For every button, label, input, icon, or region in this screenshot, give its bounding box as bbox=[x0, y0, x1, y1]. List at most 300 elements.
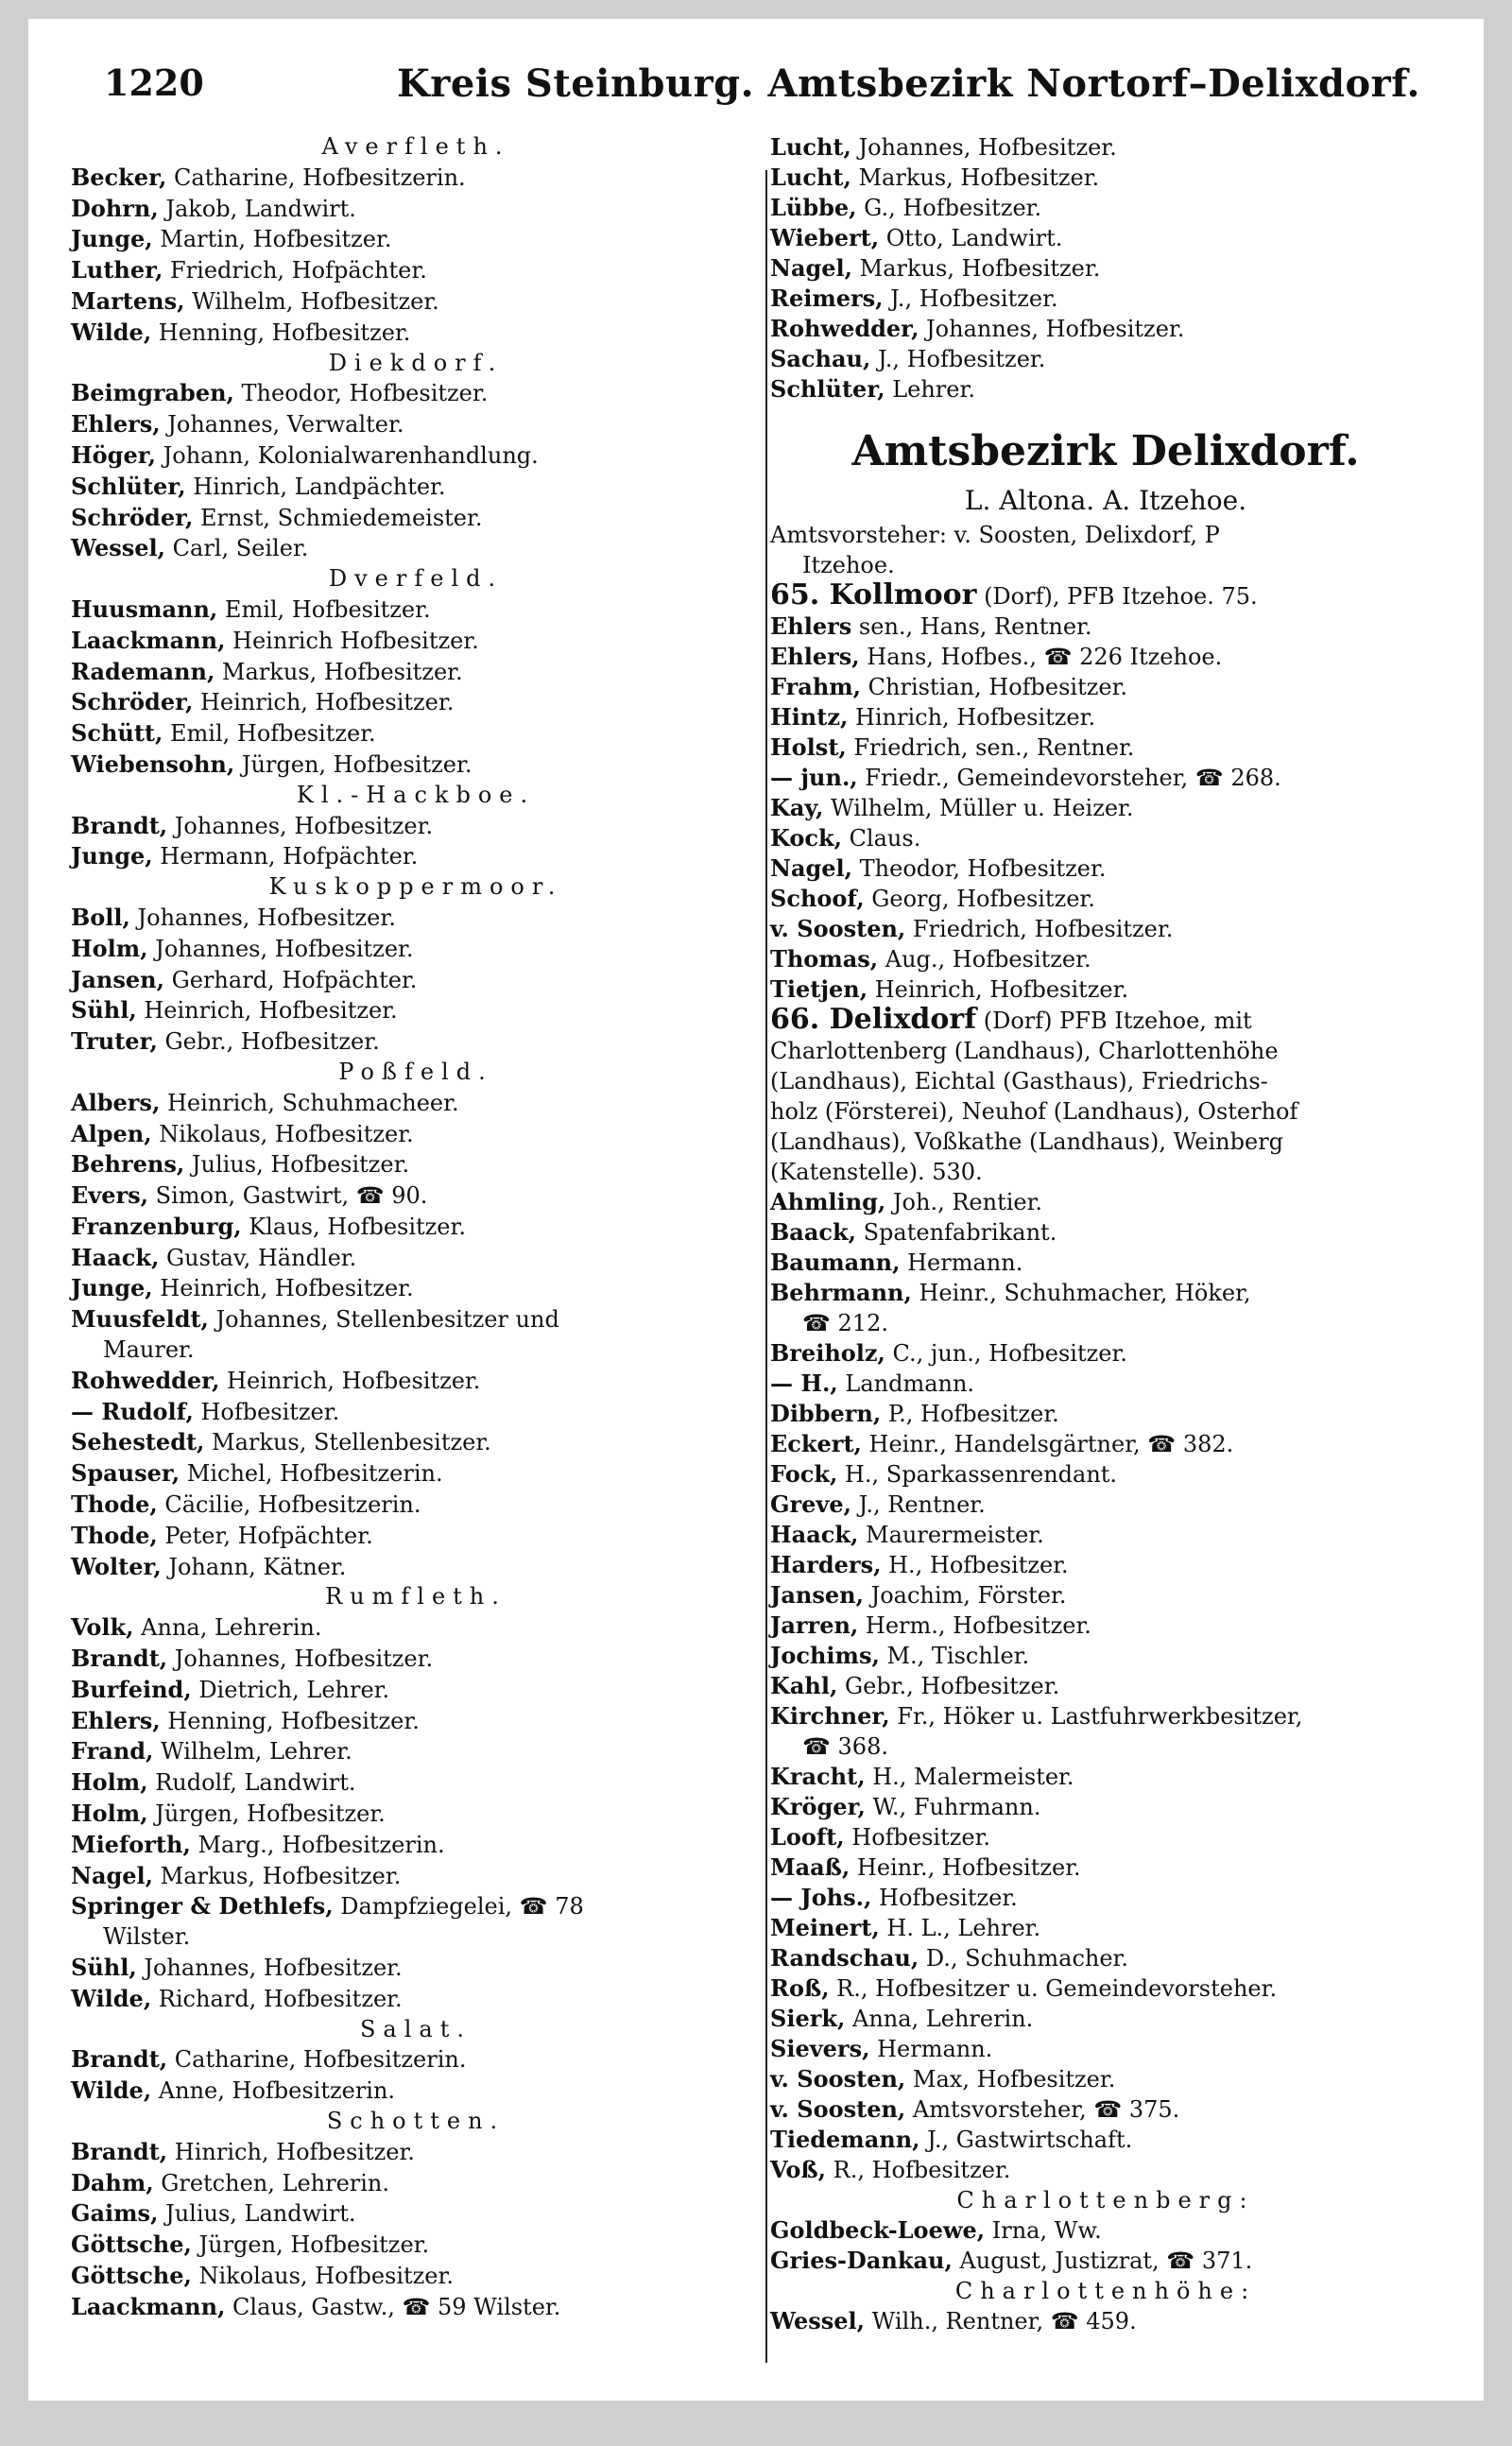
entry-name: v. Soosten, bbox=[770, 2065, 906, 2093]
place-heading: Dverfeld. bbox=[328, 565, 504, 593]
directory-entry bbox=[71, 1490, 761, 1521]
entry-name: — H., bbox=[770, 1369, 838, 1397]
directory-entry bbox=[770, 1369, 1441, 1399]
entry-name: Kay, bbox=[770, 794, 824, 821]
directory-entry bbox=[770, 2125, 1441, 2155]
entry-details: Heinrich, Hofbesitzer. bbox=[136, 997, 398, 1025]
entry-name: Boll, bbox=[71, 903, 130, 931]
entry-details: W., Fuhrmann. bbox=[865, 1794, 1041, 1820]
entry-name: Göttsche, bbox=[71, 2261, 192, 2289]
directory-entry bbox=[71, 1675, 761, 1706]
entry-name: Dibbern, bbox=[770, 1400, 882, 1427]
directory-entry bbox=[770, 1520, 1441, 1550]
directory-entry bbox=[71, 163, 761, 194]
entry-name: Göttsche, bbox=[71, 2231, 192, 2259]
entry-details: Markus, Hofbesitzer. bbox=[850, 164, 1100, 191]
directory-entry bbox=[770, 1852, 1441, 1883]
entry-details: Herm., Hofbesitzer. bbox=[858, 1612, 1091, 1639]
directory-entry bbox=[71, 594, 761, 626]
entry-details: R., Hofbesitzer u. Gemeindevorsteher. bbox=[829, 1975, 1278, 2002]
directory-entry bbox=[770, 1459, 1441, 1490]
entry-continuation: ☎ 212. bbox=[802, 1310, 888, 1336]
directory-entry bbox=[770, 2306, 1441, 2336]
entry-name: Greve, bbox=[770, 1490, 851, 1518]
entry-name: Ehlers, bbox=[71, 410, 161, 439]
entry-details: Cäcilie, Hofbesitzerin. bbox=[157, 1491, 421, 1519]
entry-name: Kahl, bbox=[770, 1672, 838, 1699]
directory-entry bbox=[770, 284, 1441, 314]
entry-details: Landmann. bbox=[837, 1370, 975, 1397]
entry-name: 66. Delixdorf bbox=[770, 1003, 977, 1036]
entry-name: Jarren, bbox=[770, 1611, 859, 1639]
entry-name: Looft, bbox=[770, 1823, 845, 1851]
entry-details: Johannes, Hofbesitzer. bbox=[919, 316, 1185, 342]
entry-name: Junge, bbox=[71, 1274, 153, 1302]
entry-details: Markus, Stellenbesitzer. bbox=[204, 1429, 491, 1456]
entry-name: Baack, bbox=[770, 1218, 856, 1246]
entry-continuation: ☎ 368. bbox=[802, 1733, 888, 1760]
entry-name: Luther, bbox=[71, 256, 163, 284]
directory-entry bbox=[71, 1891, 761, 1922]
directory-entry bbox=[71, 2198, 761, 2230]
directory-entry bbox=[770, 1490, 1441, 1520]
directory-entry bbox=[71, 1830, 761, 1861]
entry-details: Henning, Hofbesitzer. bbox=[151, 319, 411, 346]
directory-entry bbox=[71, 533, 761, 564]
entry-details: Hofbesitzer. bbox=[193, 1398, 340, 1425]
entry-name: Dohrn, bbox=[71, 194, 159, 222]
entry-details: Julius, Hofbesitzer. bbox=[184, 1151, 410, 1179]
directory-entry bbox=[770, 163, 1441, 193]
directory-entry bbox=[71, 409, 761, 440]
directory-entry bbox=[71, 1736, 761, 1767]
entry-name: v. Soosten, bbox=[770, 2095, 906, 2123]
entry-details: Martin, Hofbesitzer. bbox=[152, 226, 392, 253]
directory-entry bbox=[71, 1119, 761, 1150]
entry-name: Eckert, bbox=[770, 1430, 862, 1457]
entry-details: Hinrich, Hofbesitzer. bbox=[848, 704, 1096, 731]
entry-details: Hermann. bbox=[900, 1249, 1023, 1276]
entry-name: Haack, bbox=[770, 1521, 859, 1548]
entry-details: Nikolaus, Hofbesitzer. bbox=[151, 1120, 414, 1147]
entry-name: Sievers, bbox=[770, 2035, 870, 2062]
directory-entry bbox=[770, 853, 1441, 884]
directory-entry bbox=[770, 1701, 1441, 1731]
entry-details: Heinr., Handelsgärtner, ☎ 382. bbox=[861, 1431, 1234, 1457]
left-column bbox=[71, 132, 761, 2382]
entry-name: Burfeind, bbox=[71, 1675, 192, 1703]
directory-entry bbox=[770, 2004, 1441, 2034]
entry-name: Becker, bbox=[71, 163, 167, 191]
directory-entry bbox=[71, 1243, 761, 1274]
entry-name: Baumann, bbox=[770, 1249, 901, 1276]
directory-entry bbox=[71, 503, 761, 534]
directory-entry bbox=[770, 314, 1441, 344]
entry-name: Kracht, bbox=[770, 1763, 866, 1790]
district-heading: Amtsbezirk Delixdorf. bbox=[851, 427, 1360, 475]
directory-entry bbox=[770, 2094, 1441, 2125]
directory-entry bbox=[71, 440, 761, 472]
entry-details: Maurermeister. bbox=[858, 1522, 1044, 1548]
entry-name: Wilde, bbox=[71, 2076, 152, 2105]
entry-details: Klaus, Hofbesitzer. bbox=[241, 1213, 466, 1240]
entry-details: Hofbesitzer. bbox=[871, 1885, 1018, 1911]
entry-details: Dampfziegelei, ☎ 78 bbox=[333, 1893, 584, 1921]
entry-details: Lehrer. bbox=[885, 376, 975, 403]
district-courts: L. Altona. A. Itzehoe. bbox=[964, 485, 1247, 516]
entry-details: H. L., Lehrer. bbox=[879, 1915, 1041, 1941]
entry-details: J., Gastwirtschaft. bbox=[919, 2127, 1133, 2153]
place-heading: Rumfleth. bbox=[325, 1583, 507, 1611]
entry-name: Wiebensohn, bbox=[71, 749, 235, 778]
entry-details: Max, Hofbesitzer. bbox=[905, 2066, 1116, 2093]
entry-details: Johannes, Hofbesitzer. bbox=[167, 812, 434, 839]
entry-name: Voß, bbox=[770, 2156, 827, 2183]
directory-entry bbox=[71, 1861, 761, 1892]
directory-entry bbox=[71, 1521, 761, 1552]
place-heading: Diekdorf. bbox=[328, 349, 504, 376]
entry-details: Claus. bbox=[841, 825, 921, 852]
directory-entry bbox=[71, 841, 761, 872]
locality-entry bbox=[770, 580, 1441, 612]
entry-details: Wilhelm, Hofbesitzer. bbox=[184, 287, 439, 315]
entry-name: Reimers, bbox=[770, 284, 884, 312]
directory-entry bbox=[71, 903, 761, 934]
entry-name: Frand, bbox=[71, 1737, 154, 1766]
directory-entry bbox=[770, 974, 1441, 1005]
entry-details: Hinrich, Landpächter. bbox=[185, 473, 446, 500]
entry-name: Ehlers bbox=[770, 612, 852, 640]
directory-entry bbox=[770, 1278, 1441, 1308]
entry-details: Hinrich, Hofbesitzer. bbox=[167, 2138, 415, 2165]
entry-name: Gries-Dankau, bbox=[770, 2247, 953, 2274]
directory-entry bbox=[71, 1427, 761, 1458]
entry-details: Heinr., Schuhmacher, Höker, bbox=[911, 1280, 1251, 1306]
entry-details: Markus, Hofbesitzer. bbox=[215, 658, 463, 685]
directory-entry bbox=[770, 944, 1441, 974]
directory-entry bbox=[71, 1397, 761, 1428]
directory-entry bbox=[770, 1943, 1441, 1973]
entry-details: Gerhard, Hofpächter. bbox=[163, 966, 418, 993]
place-heading: Charlottenhöhe: bbox=[954, 2278, 1257, 2304]
entry-details: Spatenfabrikant. bbox=[855, 1219, 1057, 1246]
entry-name: Maaß, bbox=[770, 1853, 850, 1881]
entry-details: Friedrich, Hofpächter. bbox=[163, 257, 427, 284]
entry-continuation: (Katenstelle). 530. bbox=[770, 1159, 983, 1185]
entry-details: Johannes, Stellenbesitzer und bbox=[208, 1306, 559, 1334]
entry-name: Wolter, bbox=[71, 1552, 162, 1580]
entry-name: Brandt, bbox=[71, 2045, 168, 2074]
directory-entry bbox=[770, 1217, 1441, 1248]
entry-name: Evers, bbox=[71, 1181, 149, 1210]
entry-name: Schröder, bbox=[71, 503, 194, 531]
entry-name: Wilde, bbox=[71, 1984, 152, 2012]
entry-details: Ernst, Schmiedemeister. bbox=[193, 504, 483, 531]
directory-entry bbox=[71, 1644, 761, 1675]
entry-details: Dietrich, Lehrer. bbox=[191, 1676, 390, 1703]
place-heading: Poßfeld. bbox=[338, 1058, 493, 1085]
entry-name: Rademann, bbox=[71, 657, 215, 685]
entry-name: Thomas, bbox=[770, 945, 879, 973]
entry-details: Friedr., Gemeindevorsteher, ☎ 268. bbox=[857, 765, 1281, 791]
entry-details: Simon, Gastwirt, ☎ 90. bbox=[148, 1182, 428, 1210]
directory-entry bbox=[71, 1304, 761, 1335]
directory-entry bbox=[770, 344, 1441, 374]
right-column bbox=[770, 132, 1441, 2382]
directory-entry bbox=[71, 965, 761, 996]
entry-name: Mieforth, bbox=[71, 1830, 191, 1858]
directory-entry bbox=[770, 1792, 1441, 1822]
entry-name: Kock, bbox=[770, 824, 842, 852]
entry-name: Lucht, bbox=[770, 133, 851, 161]
directory-entry bbox=[71, 224, 761, 255]
entry-details: Emil, Hofbesitzer. bbox=[217, 595, 431, 623]
entry-name: Wilde, bbox=[71, 318, 152, 346]
directory-entry bbox=[770, 1580, 1441, 1611]
directory-entry bbox=[71, 626, 761, 657]
entry-name: Haack, bbox=[71, 1243, 160, 1271]
entry-details: C., jun., Hofbesitzer. bbox=[885, 1340, 1127, 1367]
entry-name: Sühl, bbox=[71, 1954, 137, 1982]
right-column-top-entries bbox=[770, 132, 1441, 405]
directory-entry bbox=[71, 194, 761, 225]
entry-details: H., Hofbesitzer. bbox=[881, 1552, 1069, 1578]
directory-entry bbox=[770, 884, 1441, 914]
entry-name: Jansen, bbox=[71, 965, 164, 993]
entry-name: — Johs., bbox=[770, 1884, 872, 1911]
directory-entry bbox=[71, 2168, 761, 2199]
entry-name: Schröder, bbox=[71, 688, 194, 716]
entry-name: — jun., bbox=[770, 764, 858, 791]
entry-name: Ehlers, bbox=[71, 1706, 161, 1734]
entry-name: Springer & Dethlefs, bbox=[71, 1892, 334, 1921]
entry-details: Heinrich, Hofbesitzer. bbox=[219, 1367, 481, 1394]
entry-details: Heinrich, Hofbesitzer. bbox=[193, 689, 455, 716]
directory-entry bbox=[770, 1671, 1441, 1701]
entry-details: Michel, Hofbesitzerin. bbox=[180, 1460, 443, 1488]
directory-entry bbox=[71, 1212, 761, 1243]
entry-name: Hintz, bbox=[770, 703, 849, 731]
directory-entry bbox=[71, 1706, 761, 1737]
entry-details: Christian, Hofbesitzer. bbox=[861, 674, 1128, 700]
entry-name: Frahm, bbox=[770, 673, 862, 700]
entry-details: D., Schuhmacher. bbox=[919, 1945, 1129, 1972]
entry-name: Brandt, bbox=[71, 811, 168, 839]
directory-entry bbox=[71, 1180, 761, 1212]
entry-details: Claus, Gastw., ☎ 59 Wilster. bbox=[225, 2293, 561, 2320]
entry-name: Jochims, bbox=[770, 1642, 880, 1669]
entry-name: Kirchner, bbox=[770, 1702, 890, 1730]
entry-name: Randschau, bbox=[770, 1944, 919, 1972]
directory-entry bbox=[770, 732, 1441, 763]
column-divider bbox=[765, 170, 767, 2363]
entry-details: Markus, Hofbesitzer. bbox=[153, 1862, 402, 1889]
entry-name: Nagel, bbox=[770, 254, 853, 282]
directory-entry bbox=[770, 1429, 1441, 1459]
entry-name: Holst, bbox=[770, 733, 847, 761]
place-heading: Kl.-Hackboe. bbox=[296, 781, 536, 808]
entry-name: Fock, bbox=[770, 1460, 838, 1488]
entry-continuation: Maurer. bbox=[103, 1336, 195, 1364]
locality-entry bbox=[770, 1005, 1441, 1036]
entry-details: Joh., Rentier. bbox=[885, 1189, 1043, 1215]
entry-name: Rohwedder, bbox=[71, 1366, 220, 1394]
directory-entry bbox=[770, 642, 1441, 672]
directory-entry bbox=[770, 1399, 1441, 1429]
directory-entry bbox=[71, 657, 761, 688]
entry-name: Truter, bbox=[71, 1027, 158, 1056]
directory-entry bbox=[770, 1822, 1441, 1852]
entry-details: Nikolaus, Hofbesitzer. bbox=[191, 2262, 454, 2289]
entry-name: Schoof, bbox=[770, 885, 865, 912]
entry-name: Volk, bbox=[71, 1613, 134, 1642]
directory-entry bbox=[71, 934, 761, 965]
entry-details: Jürgen, Hofbesitzer. bbox=[191, 2231, 430, 2259]
directory-entry bbox=[71, 1458, 761, 1490]
entry-details: Aug., Hofbesitzer. bbox=[878, 946, 1091, 973]
directory-entry bbox=[770, 1913, 1441, 1943]
district-block bbox=[770, 422, 1441, 580]
entry-name: Huusmann, bbox=[71, 594, 218, 623]
entry-name: Holm, bbox=[71, 934, 148, 962]
directory-entry bbox=[770, 1762, 1441, 1792]
entry-details: sen., Hans, Rentner. bbox=[851, 613, 1092, 640]
entry-details: Richard, Hofbesitzer. bbox=[151, 1985, 403, 2012]
directory-entry bbox=[770, 2064, 1441, 2094]
entry-details: Georg, Hofbesitzer. bbox=[864, 886, 1095, 912]
district-vorsteher: Amtsvorsteher: v. Soosten, Delixdorf, P bbox=[770, 522, 1220, 548]
directory-entry bbox=[770, 2215, 1441, 2246]
directory-entry bbox=[71, 255, 761, 286]
entry-name: Goldbeck-Loewe, bbox=[770, 2216, 986, 2244]
directory-entry bbox=[71, 1273, 761, 1304]
document-page bbox=[28, 19, 1484, 2401]
entry-details: Hermann, Hofpächter. bbox=[152, 843, 419, 870]
entry-name: Lübbe, bbox=[770, 194, 857, 221]
page-number: 1220 bbox=[104, 61, 204, 104]
entry-details: Otto, Landwirt. bbox=[879, 225, 1063, 251]
entry-details: Carl, Seiler. bbox=[165, 535, 309, 562]
running-head: Kreis Steinburg. Amtsbezirk Nortorf–Delixdorf. bbox=[397, 61, 1420, 106]
entry-name: Sachau, bbox=[770, 345, 871, 372]
entry-name: Spauser, bbox=[71, 1459, 180, 1488]
entry-name: v. Soosten, bbox=[770, 915, 906, 942]
entry-details: Johannes, Verwalter. bbox=[160, 411, 404, 439]
entry-name: Laackmann, bbox=[71, 626, 226, 654]
entry-details: Anna, Lehrerin. bbox=[845, 2006, 1034, 2032]
entry-name: Tiedemann, bbox=[770, 2126, 920, 2153]
entry-details: Peter, Hofpächter. bbox=[157, 1522, 373, 1549]
directory-entry bbox=[71, 1767, 761, 1799]
directory-entry bbox=[71, 718, 761, 749]
entry-details: Wilh., Rentner, ☎ 459. bbox=[865, 2308, 1137, 2334]
directory-entry bbox=[71, 995, 761, 1026]
entry-details: Gebr., Hofbesitzer. bbox=[837, 1673, 1060, 1699]
directory-entry bbox=[770, 253, 1441, 284]
entry-details: Hofbesitzer. bbox=[844, 1824, 991, 1851]
place-heading: Schotten. bbox=[326, 2108, 506, 2134]
entry-details: J., Hofbesitzer. bbox=[870, 346, 1046, 372]
entry-name: Franzenburg, bbox=[71, 1212, 242, 1240]
entry-name: Behrmann, bbox=[770, 1279, 912, 1306]
entry-details: H., Sparkassenrendant. bbox=[837, 1461, 1118, 1488]
entry-details: Catharine, Hofbesitzerin. bbox=[167, 2046, 467, 2074]
place-heading: Averfleth. bbox=[321, 133, 510, 160]
directory-entry bbox=[71, 1612, 761, 1644]
entry-continuation: holz (Försterei), Neuhof (Landhaus), Osterhof bbox=[770, 1098, 1298, 1125]
directory-entry bbox=[71, 687, 761, 718]
directory-entry bbox=[770, 1611, 1441, 1641]
entry-details: Friedrich, Hofbesitzer. bbox=[905, 916, 1174, 942]
entry-name: Junge, bbox=[71, 225, 153, 253]
directory-entry bbox=[770, 914, 1441, 944]
entry-continuation: (Landhaus), Voßkathe (Landhaus), Weinberg bbox=[770, 1128, 1284, 1155]
directory-entry bbox=[770, 672, 1441, 702]
directory-entry bbox=[71, 318, 761, 349]
entry-name: Behrens, bbox=[71, 1150, 185, 1179]
directory-entry bbox=[770, 2246, 1441, 2276]
entry-details: Theodor, Hofbesitzer. bbox=[233, 380, 489, 407]
entry-details: August, Justizrat, ☎ 371. bbox=[952, 2248, 1253, 2274]
directory-entry bbox=[71, 749, 761, 781]
entry-details: Irna, Ww. bbox=[985, 2217, 1102, 2244]
directory-entry bbox=[71, 1366, 761, 1397]
directory-entry bbox=[71, 2137, 761, 2168]
entry-details: M., Tischler. bbox=[879, 1643, 1030, 1669]
entry-details: G., Hofbesitzer. bbox=[856, 195, 1042, 221]
entry-continuation: Wilster. bbox=[103, 1923, 191, 1951]
entry-details: Julius, Landwirt. bbox=[158, 2200, 356, 2228]
entry-details: Hermann. bbox=[869, 2036, 993, 2062]
entry-name: Albers, bbox=[71, 1088, 161, 1116]
directory-entry bbox=[71, 1088, 761, 1119]
entry-name: Junge, bbox=[71, 842, 153, 870]
directory-entry bbox=[770, 2155, 1441, 2185]
directory-entry bbox=[71, 1149, 761, 1180]
directory-entry bbox=[770, 1973, 1441, 2004]
entry-details: Heinrich, Schuhmacheer. bbox=[160, 1089, 459, 1116]
entry-name: Kröger, bbox=[770, 1793, 866, 1820]
directory-entry bbox=[770, 763, 1441, 793]
directory-entry bbox=[770, 793, 1441, 823]
directory-entry bbox=[71, 2261, 761, 2292]
right-column-bottom-entries bbox=[770, 580, 1441, 2336]
entry-details: Johann, Kolonialwarenhandlung. bbox=[156, 441, 539, 469]
entry-details: R., Hofbesitzer. bbox=[826, 2157, 1011, 2183]
entry-details: Fr., Höker u. Lastfuhrwerkbesitzer, bbox=[889, 1703, 1303, 1730]
entry-name: Breiholz, bbox=[770, 1339, 885, 1367]
page-header bbox=[28, 19, 1484, 132]
entry-details: Markus, Hofbesitzer. bbox=[852, 255, 1101, 282]
entry-name: Brandt, bbox=[71, 1645, 168, 1673]
entry-name: Harders, bbox=[770, 1551, 882, 1578]
entry-name: Dahm, bbox=[71, 2168, 154, 2196]
directory-entry bbox=[71, 286, 761, 318]
entry-details: Anne, Hofbesitzerin. bbox=[151, 2077, 396, 2105]
directory-entry bbox=[71, 2230, 761, 2261]
directory-entry bbox=[770, 374, 1441, 405]
directory-entry bbox=[770, 1641, 1441, 1671]
entry-details: J., Hofbesitzer. bbox=[883, 285, 1058, 312]
entry-name: Beimgraben, bbox=[71, 379, 234, 407]
entry-details: J., Rentner. bbox=[850, 1491, 986, 1518]
directory-entry bbox=[71, 1984, 761, 2015]
entry-name: Wiebert, bbox=[770, 224, 880, 251]
entry-name: Schlüter, bbox=[71, 472, 186, 500]
directory-entry bbox=[770, 2034, 1441, 2064]
entry-name: Brandt, bbox=[71, 2137, 168, 2165]
entry-details: Rudolf, Landwirt. bbox=[147, 1769, 356, 1797]
